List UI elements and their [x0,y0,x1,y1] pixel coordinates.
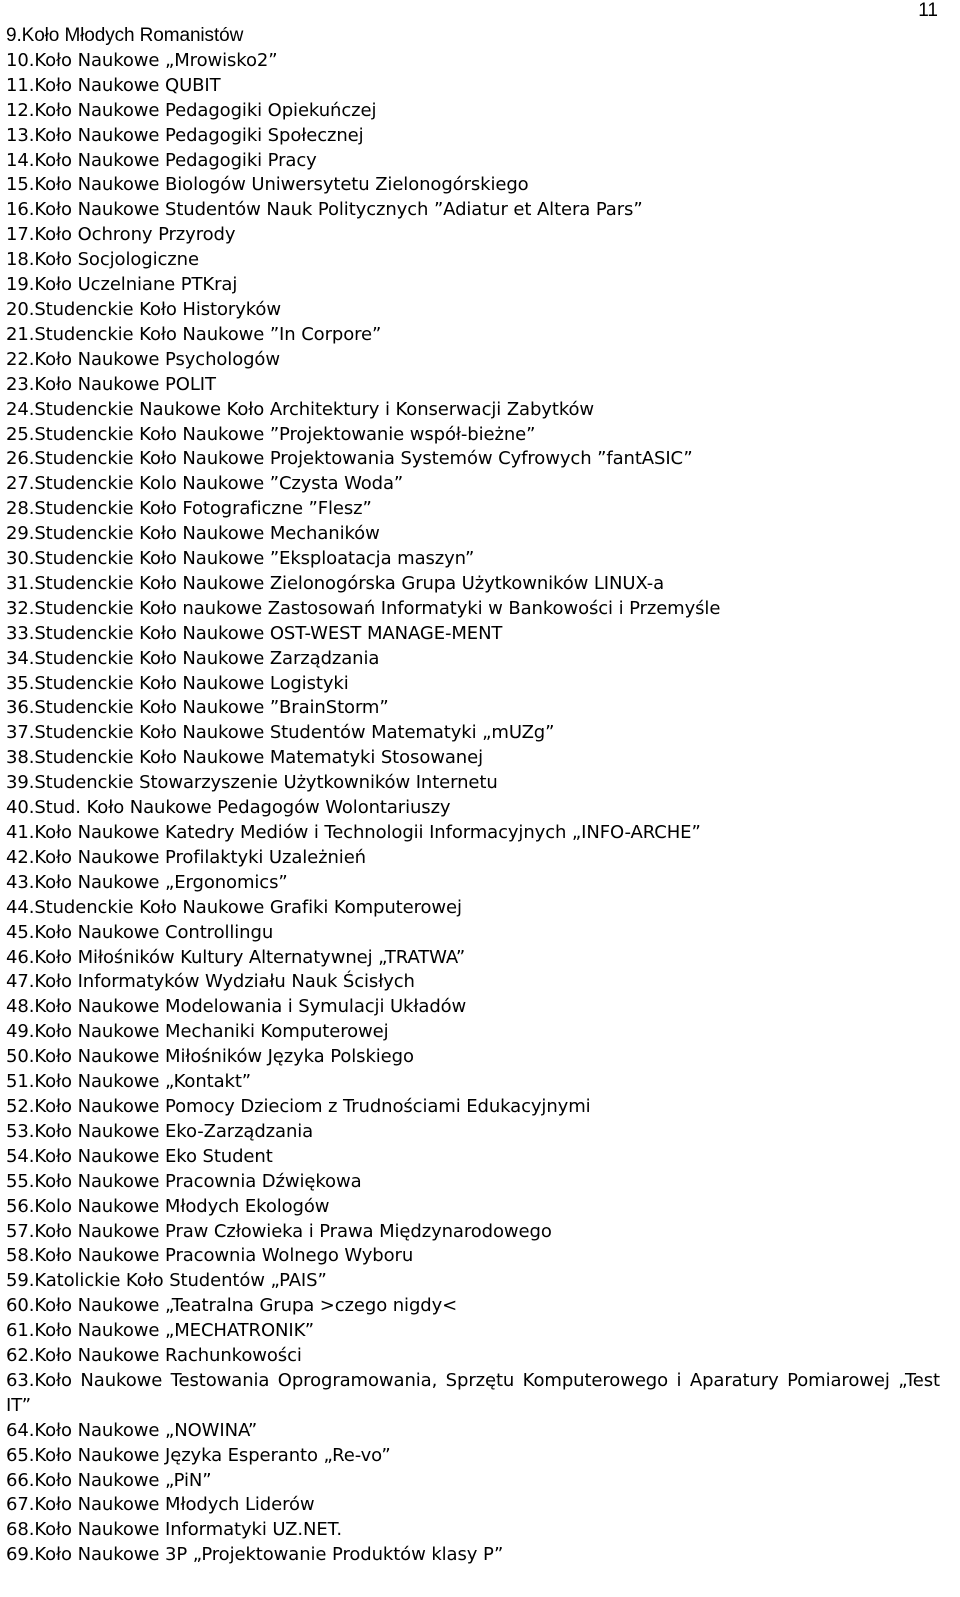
organization-list [6,24,940,1568]
list-item: 52.Koło Naukowe Pomocy Dzieciom z Trudnościami Edukacyjnymi [6,1095,591,1117]
list-item: 59.Katolickie Koło Studentów „PAIS” [6,1270,327,1292]
list-item: 21.Studenckie Koło Naukowe ”In Corpore” [6,323,382,345]
page-number: 11 [918,0,938,21]
list-item: 49.Koło Naukowe Mechaniki Komputerowej [6,1021,389,1043]
list-item: 28.Studenckie Koło Fotograficzne ”Flesz” [6,498,372,520]
list-item: 31.Studenckie Koło Naukowe Zielonogórska Grupa Użytkowników LINUX-a [6,572,665,594]
list-item: 56.Kolo Naukowe Młodych Ekologów [6,1195,330,1217]
list-item: 18.Koło Socjologiczne [6,249,199,271]
list-item: 58.Koło Naukowe Pracownia Wolnego Wyboru [6,1245,414,1267]
list-item: 46.Koło Miłośników Kultury Alternatywnej „TRATWA” [6,946,466,968]
list-item: 51.Koło Naukowe „Kontakt” [6,1071,252,1093]
list-item: 9.Koło Młodych Romanistów [6,25,244,46]
list-item: 41.Koło Naukowe Katedry Mediów i Technologii Informacyjnych „INFO-ARCHE” [6,822,701,843]
list-item: 66.Koło Naukowe „PiN” [6,1469,212,1491]
list-item: 32.Studenckie Koło naukowe Zastosowań Informatyki w Bankowości i Przemyśle [6,597,721,619]
list-item: 63.Koło Naukowe Testowania Oprogramowania, Sprzętu Komputerowego i Aparatury Pomiarowej „Test IT” [6,1369,940,1416]
list-item: 29.Studenckie Koło Naukowe Mechaników [6,523,380,545]
list-item: 14.Koło Naukowe Pedagogiki Pracy [6,149,317,171]
list-item: 25.Studenckie Koło Naukowe ”Projektowanie współ-bieżne” [6,423,536,445]
list-item: 62.Koło Naukowe Rachunkowości [6,1345,302,1367]
list-item: 23.Koło Naukowe POLIT [6,373,216,395]
list-item: 17.Koło Ochrony Przyrody [6,224,236,246]
list-item: 26.Studenckie Koło Naukowe Projektowania Systemów Cyfrowych ”fantASIC” [6,448,693,470]
list-item: 40.Stud. Koło Naukowe Pedagogów Wolontariuszy [6,797,451,819]
list-item: 43.Koło Naukowe „Ergonomics” [6,871,288,893]
list-item: 10.Koło Naukowe „Mrowisko2” [6,49,278,71]
list-item: 13.Koło Naukowe Pedagogiki Społecznej [6,124,364,146]
list-item: 35.Studenckie Koło Naukowe Logistyki [6,672,349,694]
list-item: 65.Koło Naukowe Języka Esperanto „Re-vo” [6,1444,391,1466]
list-item: 44.Studenckie Koło Naukowe Grafiki Komputerowej [6,896,462,918]
list-item: 11.Koło Naukowe QUBIT [6,74,221,96]
list-item: 37.Studenckie Koło Naukowe Studentów Matematyki „mUZg” [6,722,555,744]
list-item: 54.Koło Naukowe Eko Student [6,1145,273,1167]
list-item: 19.Koło Uczelniane PTKraj [6,274,238,296]
list-item: 47.Koło Informatyków Wydziału Nauk Ścisłych [6,971,415,993]
list-item: 12.Koło Naukowe Pedagogiki Opiekuńczej [6,99,377,121]
list-item: 24.Studenckie Naukowe Koło Architektury i Konserwacji Zabytków [6,398,595,420]
list-item: 27.Studenckie Kolo Naukowe ”Czysta Woda” [6,473,404,495]
list-item: 22.Koło Naukowe Psychologów [6,348,280,370]
list-item: 16.Koło Naukowe Studentów Nauk Politycznych ”Adiatur et Altera Pars” [6,199,643,221]
list-item: 38.Studenckie Koło Naukowe Matematyki Stosowanej [6,747,483,769]
list-item: 50.Koło Naukowe Miłośników Języka Polskiego [6,1046,414,1068]
list-item: 68.Koło Naukowe Informatyki UZ.NET. [6,1519,343,1541]
list-item: 48.Koło Naukowe Modelowania i Symulacji Układów [6,996,467,1018]
list-item: 34.Studenckie Koło Naukowe Zarządzania [6,647,380,669]
list-item: 57.Koło Naukowe Praw Człowieka i Prawa Międzynarodowego [6,1220,552,1242]
list-item: 60.Koło Naukowe „Teatralna Grupa >czego nigdy< [6,1295,458,1317]
list-item: 42.Koło Naukowe Profilaktyki Uzależnień [6,846,366,868]
list-item: 45.Koło Naukowe Controllingu [6,921,274,943]
list-item: 33.Studenckie Koło Naukowe OST-WEST MANAGE-MENT [6,622,503,644]
list-item: 39.Studenckie Stowarzyszenie Użytkowników Internetu [6,772,498,794]
list-item: 67.Koło Naukowe Młodych Liderów [6,1494,315,1516]
list-item: 36.Studenckie Koło Naukowe ”BrainStorm” [6,697,389,719]
list-item: 53.Koło Naukowe Eko-Zarządzania [6,1120,314,1142]
list-item: 69.Koło Naukowe 3P „Projektowanie Produktów klasy P” [6,1544,504,1566]
list-item: 64.Koło Naukowe „NOWINA” [6,1419,258,1441]
list-item: 20.Studenckie Koło Historyków [6,298,281,320]
list-item: 61.Koło Naukowe „MECHATRONIK” [6,1320,314,1342]
list-item: 15.Koło Naukowe Biologów Uniwersytetu Zielonogórskiego [6,174,529,196]
list-item: 30.Studenckie Koło Naukowe ”Eksploatacja maszyn” [6,548,475,570]
list-item: 55.Koło Naukowe Pracownia Dźwiękowa [6,1170,362,1192]
